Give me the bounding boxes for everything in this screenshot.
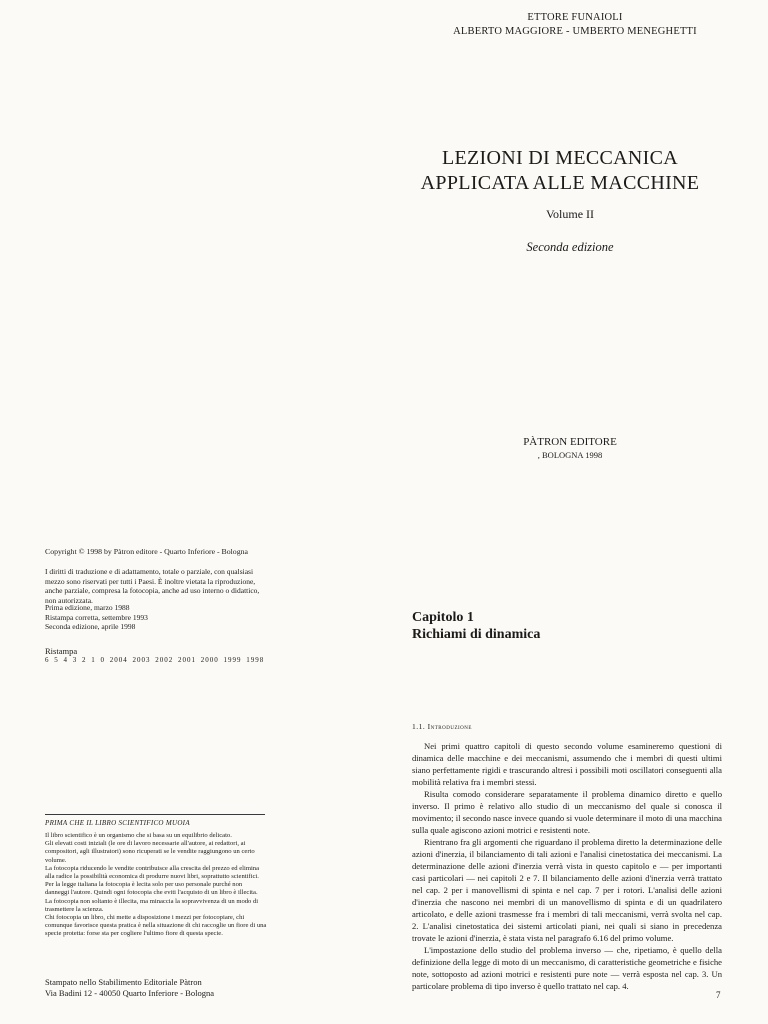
print-history-item: Ristampa corretta, settembre 1993 [45, 612, 148, 622]
book-title-line: APPLICATA ALLE MACCHINE [420, 172, 700, 194]
volume-label: Volume II [545, 207, 595, 221]
notice-paragraph: La fotocopia riducendo le vendite contribuisce alla crescita del prezzo ed elimina alla radice la possibilità economica di produrre nuovi libri, soprattutto scientifici. [45, 864, 260, 881]
printer-line: Via Badini 12 - 40050 Quarto Inferiore - Bologna [45, 988, 214, 998]
chapter-title: Richiami di dinamica [412, 627, 541, 642]
reprint-label: Ristampa [45, 646, 78, 656]
edition-label: Seconda edizione [526, 240, 614, 254]
notice-body [45, 832, 267, 939]
notice-divider [45, 814, 265, 815]
notice-paragraph: Gli elevati costi iniziali (le ore di lavoro necessarie all'autore, ai redattori, ai compositori, agli illustratori) sono ricuperati se le vendite raggiungono un certo volume. [45, 840, 255, 864]
body-paragraph: L'impostazione dello studio del problema inverso — che, ripetiamo, è quello della definizione della legge di moto di un meccanismo, di caratteristiche geometriche e fisiche note, sottoposto ad azioni motrici e resistenti pure note — verrà esposta nel cap. 3. Un particolare problema di tipo inverso è quello trattato nel cap. 4. [412, 945, 722, 991]
author-line: ETTORE FUNAIOLI [527, 12, 623, 23]
notice-title: PRIMA CHE IL LIBRO SCIENTIFICO MUOIA [45, 819, 190, 827]
publisher-name: PÀTRON EDITORE [523, 436, 617, 448]
reprint-digits: 6 5 4 3 2 1 0 2004 2003 2002 2001 2000 1999 1998 [45, 656, 265, 664]
copyright-line: Copyright © 1998 by Pàtron editore - Quarto Inferiore - Bologna [45, 547, 248, 556]
book-title [360, 146, 760, 196]
body-paragraph: Nei primi quattro capitoli di questo secondo volume esamineremo questioni di dinamica delle macchine e dei meccanismi, assumendo che i membri di questi ultimi siano perfettamente rigidi e trascurando altresì i possibili moti oscillatori conseguenti alla mobilità relativa fra i membri stessi. [412, 741, 722, 787]
publisher-place-year: , BOLOGNA 1998 [537, 450, 603, 460]
printer-info [45, 977, 285, 999]
notice-paragraph: La fotocopia non soltanto è illecita, ma minaccia la sopravvivenza di un modo di trasmettere la scienza. [45, 897, 259, 913]
chapter-number: Capitolo 1 [412, 610, 474, 625]
book-title-line: LEZIONI DI MECCANICA [442, 147, 678, 169]
author-block [410, 11, 740, 39]
body-paragraph: Rientrano fra gli argomenti che riguardano il problema diretto la determinazione delle azioni d'inerzia, il bilanciamento di tali azioni e l'analisi cinetostatica dei meccanismi. La determinazione delle azioni d'inerzia verrà vista in questo capitolo e — per importanti casi particolari — nei capitoli 2 e 7. Il bilanciamento delle azioni d'inerzia verrà trattato nel cap. 2 per i manovellismi di spinta e nel cap. 7 per i rotori. L'analisi delle azioni d'inerzia che nascono nei membri di un manovellismo di spinta e di un quadrilatero articolato, e delle azioni trasmesse fra i membri di tali meccanismi, verrà svolta nel cap. 2. L'analisi cinetostatica dei sistemi articolati piani, nei quali si siano in precedenza trovate le azioni d'inerzia, è stata vista nel paragrafo 6.16 del primo volume. [412, 837, 722, 943]
notice-paragraph: Chi fotocopia un libro, chi mette a disposizione i mezzi per fotocopiare, chi comunque favorisce questa pratica è nella situazione di chi raccoglie un fiore di una specie protetta: forse sta per cogliere l'ultimo fiore di questa specie. [45, 914, 267, 938]
author-line: ALBERTO MAGGIORE - UMBERTO MENEGHETTI [453, 26, 697, 37]
section-title: Introduzione [427, 722, 472, 731]
publisher-block [470, 436, 670, 462]
notice-paragraph: Il libro scientifico è un organismo che si basa su un equilibrio delicato. [45, 832, 232, 839]
section-number: 1.1. [412, 722, 426, 731]
notice-paragraph: Per la legge italiana la fotocopia è lecita solo per uso personale purché non danneggi l'autore. Quindi ogni fotocopia che eviti l'acquisto di un libro è illecita. [45, 881, 258, 897]
print-history-item: Prima edizione, marzo 1988 [45, 603, 130, 612]
printer-line: Stampato nello Stabilimento Editoriale Pàtron [45, 977, 202, 987]
chapter-body [412, 740, 722, 992]
print-history [45, 603, 265, 632]
print-history-item: Seconda edizione, aprile 1998 [45, 622, 136, 631]
page-number: 7 [716, 990, 721, 1000]
rights-notice: I diritti di traduzione e di adattamento, totale o parziale, con qualsiasi mezzo sono riservati per tutti i Paesi. È inoltre vietata la riproduzione, anche parziale, compresa la fotocopia, anche ad uso interno o didattico, non autorizzata. [45, 567, 260, 605]
body-paragraph: Risulta comodo considerare separatamente il problema dinamico diretto e quello inverso. Il primo è relativo allo studio di un meccanismo del quale si conosca il movimento; il secondo nasce invece quando si vuole determinare il moto di una macchina sulla quale agiscono azioni motrici e resistenti note. [412, 789, 722, 835]
section-heading [412, 722, 472, 731]
